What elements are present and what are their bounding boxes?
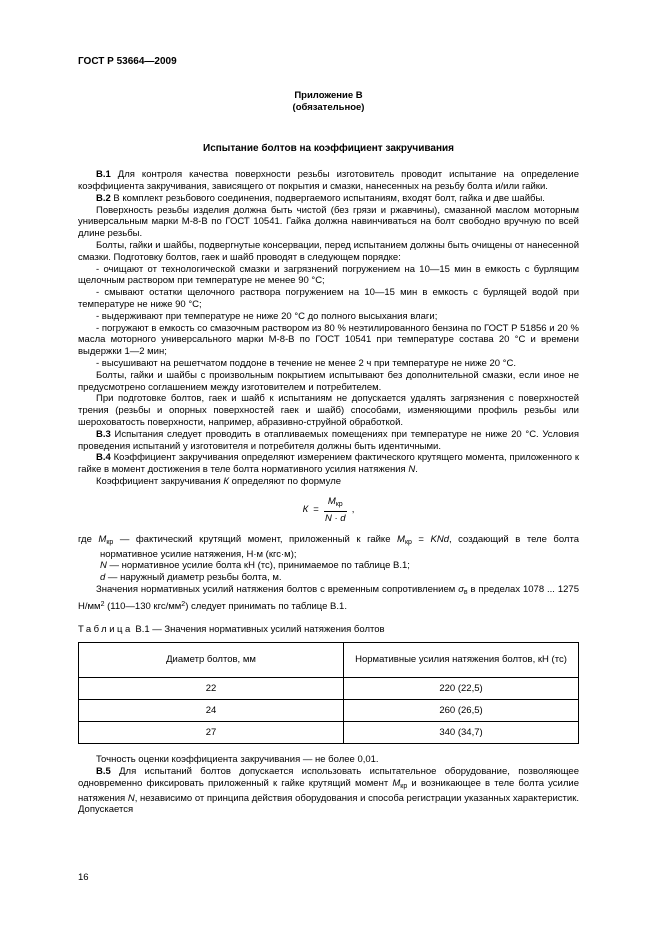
table-cell: 27 [79, 722, 344, 744]
paragraph: - погружают в емкость со смазочным раствором из 80 % неэтилированного бензина по ГОСТ Р 51856 и 20 % масла моторного универсального марки М-8-В по ГОСТ 10541 при температуре состава 20 °С и времени выдержки 1—2 мин; [78, 322, 579, 358]
formula-trailing-punctuation: , [351, 504, 355, 516]
paragraph: Болты, гайки и шайбы с произвольным покрытием испытывают без дополнительной смазки, если иное не предусмотрено соглашением между изготовителем и потребителем. [78, 369, 579, 393]
paragraph: Значения нормативных усилий натяжения болтов с временным сопротивлением $\sigma_в$ в пределах 1078 ... 1275 $Н/мм^2$ (110—130 кгс/$мм^2$) следует принимать по таблице В.1. [78, 583, 579, 612]
paragraph: Точность оценки коэффициента закручивания — не более 0,01. [96, 754, 379, 766]
annex-kind: (обязательное) [292, 101, 365, 113]
formula-denominator: N · d [324, 512, 346, 524]
formula-lhs: К [302, 504, 309, 516]
where-list [78, 534, 579, 584]
formula-fraction [324, 496, 347, 524]
formula-numerator [324, 496, 347, 512]
paragraph: В.4 Коэффициент закручивания определяют измерением фактического крутящего момента, приложенного к гайке в момент достижения в теле болта нормативного усилия натяжения N. [78, 452, 579, 476]
paragraph: - смывают остатки щелочного раствора погружением на 10—15 мин в емкость с бурлящей водой при температуре не ниже 90 °С; [78, 287, 579, 310]
annex-heading [78, 90, 579, 114]
paragraph: При подготовке болтов, гаек и шайб к испытаниям не допускается удалять загрязнения с поверхностей трения (резьбы и опорных поверхностей гаек и шайб) способами, изменяющими профиль резьбы или шероховатость поверхности, например, абразивно-струйной обработкой. [78, 393, 579, 428]
norm-forces-table [78, 642, 579, 744]
table-header-row [79, 643, 579, 678]
doc-title: Испытание болтов на коэффициент закручивания [203, 143, 454, 155]
paragraph: - выдерживают при температуре не ниже 20 °С до полного высыхания влаги; [96, 310, 438, 322]
table-cell: 22 [79, 678, 344, 700]
paragraph: В.3 Испытания следует проводить в отапливаемых помещениях при температуре не ниже 20 °С. Условия проведения испытаний у изготовителя и потребителя должны быть идентичными. [78, 428, 579, 452]
paragraph: В.2 В комплект резьбового соединения, подвергаемого испытаниям, входят болт, гайка и две шайбы. [96, 192, 545, 204]
formula-numerator-subscript: кр [335, 500, 343, 508]
paragraph: Болты, гайки и шайбы, подвергнутые консервации, перед испытанием должны быть очищены от нанесенной смазки. Подготовку болтов, гаек и шайб проводят в следующем порядке: [78, 239, 579, 263]
paragraph: Коэффициент закручивания К определяют по формуле [96, 475, 342, 487]
paragraph: N — нормативное усилие болта кН (тс), принимаемое по таблице В.1; [100, 560, 410, 572]
paragraph: d — наружный диаметр резьбы болта, м. [100, 572, 282, 584]
paragraph: В.1 Для контроля качества поверхности резьбы изготовитель проводит испытание на определение коэффициента закручивания, зависящего от покрытия и смазки, нанесенных на резьбу болта и/или гайки. [78, 169, 579, 192]
paragraph: - очищают от технологической смазки и загрязнений погружением на 10—15 мин в емкость с бурлящим щелочным раствором при температуре не менее 90 °С; [78, 263, 579, 287]
doc-header: ГОСТ Р 53664—2009 [78, 56, 177, 67]
table-caption-word: Таблица [78, 624, 133, 636]
paragraph: где $М_{кр}$ — фактический крутящий момент, приложенный к гайке $М_{кр}$ = KNd, создающий в теле болта нормативное усилие натяжения, Н·м (кгс·м); [78, 533, 579, 560]
table-cell: 24 [79, 700, 344, 722]
table-caption [78, 624, 579, 636]
paragraph: - высушивают на решетчатом поддоне в течение не менее 2 ч при температуре не ниже 20 °С. [96, 357, 516, 369]
paragraph: В.5 Для испытаний болтов допускается использовать испытательное оборудование, позволяющее одновременно фиксировать приложенный к гайке крутящий момент $М_{кр}$ и возникающее в теле болта усилие натяжения N, независимо от принципа действия оборудования и способа регистрации указанных характеристик. Допускается [78, 766, 580, 816]
formula-numerator-symbol: М [327, 495, 336, 507]
body-section-2 [78, 584, 579, 613]
body-section-1 [78, 169, 579, 488]
table-row [79, 678, 579, 700]
table-body [79, 678, 579, 744]
formula [78, 496, 579, 524]
table-row [79, 700, 579, 722]
page-number: 16 [78, 872, 89, 883]
table-row [79, 722, 579, 744]
table-cell: 340 (34,7) [344, 722, 579, 744]
table-cell: 220 (22,5) [344, 678, 579, 700]
table-cell: 260 (26,5) [344, 700, 579, 722]
table-header-force: Нормативные усилия натяжения болтов, кН (тс) [344, 643, 579, 678]
table-header-diameter: Диаметр болтов, мм [79, 643, 344, 678]
table-caption-text: В.1 — Значения нормативных усилий натяжения болтов [132, 624, 385, 636]
formula-equals-sign: = [313, 504, 319, 516]
body-section-3 [78, 754, 579, 816]
annex-label: Приложение В [294, 89, 363, 101]
paragraph: Поверхность резьбы изделия должна быть чистой (без грязи и ржавчины), смазанной маслом моторным универсальным марки М-8-В по ГОСТ 10541. Гайка должна навинчиваться на болт свободно вручную по всей длине резьбы. [78, 204, 579, 240]
